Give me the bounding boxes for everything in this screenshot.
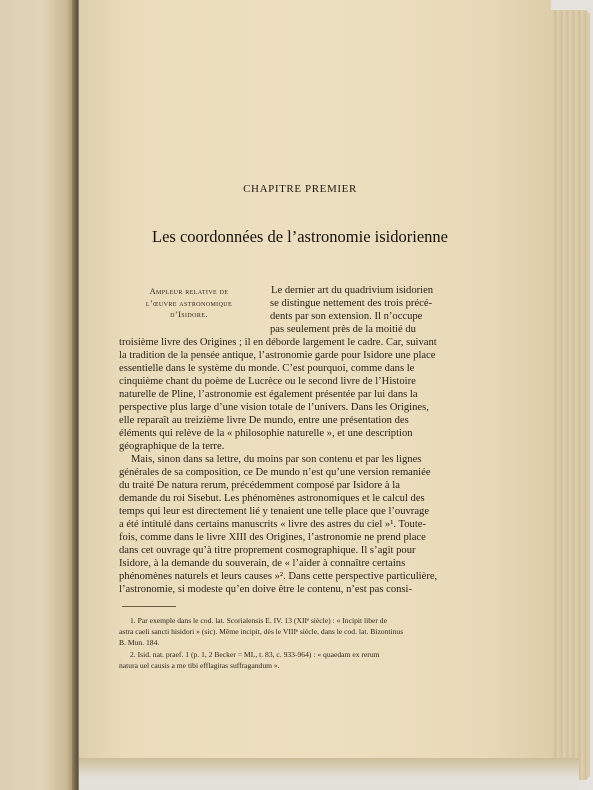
body-line: générales de sa composition, ce De mundo n’est qu’une version remaniée (119, 467, 431, 478)
body-line: Isidore, à la demande du souverain, de « l’aider à connaître certains (119, 558, 406, 569)
body-line: essentielle dans le système du monde. C’est pourquoi, comme dans le (119, 363, 415, 374)
body-line: Le dernier art du quadrivium isidorien (271, 285, 434, 296)
footnote-line: B. Mun. 184. (119, 638, 160, 647)
body-line: l’astronomie, si modeste qu’en doive être le contenu, n’est pas consi- (119, 584, 413, 595)
body-line: Mais, sinon dans sa lettre, du moins par son contenu et par les lignes (131, 454, 422, 465)
body-line: troisième livre des Origines ; il en déborde largement le cadre. Car, suivant (119, 337, 437, 348)
facing-page-edge (0, 0, 78, 790)
margin-note (114, 286, 264, 321)
body-line: naturelle de Pline, l’astronomie est également présentée par lui dans la (119, 389, 418, 400)
body-line: éléments qui relève de la « philosophie naturelle », et une description (119, 428, 413, 439)
body-line: dans cet ouvrage qu’à titre proprement cosmographique. Il s’agit pour (119, 545, 416, 556)
footnote-line: astra caeli sancti hisidori » (sic). Même incipit, dès le VIIIᵉ siècle, dans le cod. lat. Bizontinus (119, 627, 404, 636)
body-line: du traité De natura rerum, précédemment composé par Isidore à la (119, 480, 400, 491)
margin-note-line: d’Isidore. (170, 310, 208, 319)
body-line: elle reparaît au treizième livre De mundo, entre une présentation des (119, 415, 409, 426)
margin-note-line: Ampleur relative de (149, 287, 229, 296)
body-line: pas seulement près de la moitié du (270, 324, 416, 335)
footnote-line: natura uel causis a me tibi efflagitas suffragandum ». (119, 661, 280, 670)
footnote-divider (122, 606, 176, 607)
body-line: cinquième chant du poème de Lucrèce ou le second livre de l’Histoire (119, 376, 416, 387)
page-stack-edge (548, 10, 590, 780)
body-line: se distingue nettement des trois précé- (270, 298, 433, 309)
footnote-line: 2. Isid. nat. praef. 1 (p. 1, 2 Becker = ML, t. 83, c. 933-964) : « quaedam ex rerum (130, 650, 380, 659)
body-line: fois, comme dans le livre XIII des Origines, l’astronomie ne prend place (119, 532, 426, 543)
body-line: demande du roi Sisebut. Les phénomènes astronomiques et le calcul des (119, 493, 425, 504)
chapter-label: CHAPITRE PREMIER (243, 183, 357, 195)
chapter-title: Les coordonnées de l’astronomie isidorienne (152, 227, 448, 246)
book-gutter (72, 0, 79, 790)
body-line: géographique de la terre. (119, 441, 225, 452)
margin-note-line: l’œuvre astronomique (145, 298, 233, 308)
footnote-line: 1. Par exemple dans le cod. lat. Scorialensis E. IV. 13 (XIIᵉ siècle) : « Incipit liber de (130, 616, 387, 625)
page-bottom-shadow (79, 758, 579, 790)
body-line: perspective plus large d’une vision totale de l’univers. Dans les Origines, (119, 402, 429, 413)
body-line: dents par son extension. Il n’occupe (270, 311, 423, 322)
body-line: a été intitulé dans certains manuscrits « livre des astres du ciel »¹. Toute- (119, 519, 427, 530)
body-line: temps qui leur est directement lié y tenaient une telle place que l’ouvrage (119, 506, 430, 517)
body-line: phénomènes naturels et leurs causes »². Dans cette perspective particulière, (119, 571, 438, 582)
body-line: la tradition de la pensée antique, l’astronomie garde pour Isidore une place (119, 350, 436, 361)
